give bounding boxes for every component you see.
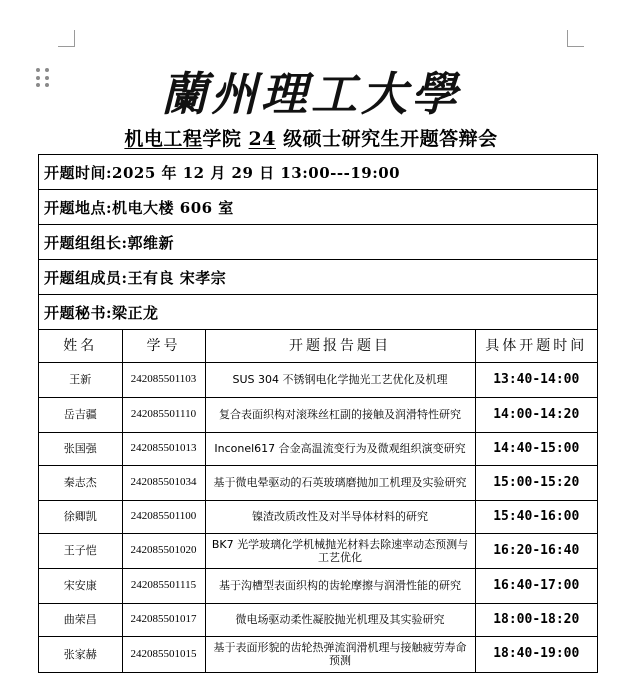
student-name: 王新 [39,363,122,398]
report-topic: 微电场驱动柔性凝胶抛光机理及其实验研究 [205,604,475,637]
student-name: 王子恺 [39,534,122,569]
table-row [39,569,597,604]
defense-time: 15:40-16:00 [475,501,597,534]
report-topic: 复合表面织构对滚珠丝杠副的接触及润滑特性研究 [205,398,475,433]
page-corner-mark-top-left [58,30,75,47]
report-topic: Inconel617 合金高温流变行为及微观组织演变研究 [205,433,475,466]
report-topic: SUS 304 不锈钢电化学抛光工艺优化及机理 [205,363,475,398]
student-id: 242085501100 [122,501,205,534]
defense-time: 16:40-17:00 [475,569,597,604]
student-name: 曲荣昌 [39,604,122,637]
table-row [39,466,597,501]
schedule-table [38,154,598,673]
title-part-3: 24 [248,128,276,150]
title-part-1: 机电工程 [124,128,203,150]
table-row [39,363,597,398]
defense-time: 15:00-15:20 [475,466,597,501]
student-name: 徐卿凯 [39,501,122,534]
table-row [39,637,597,672]
info-row-members: 开题组成员:王有良 宋孝宗 [39,260,597,295]
student-id: 242085501110 [122,398,205,433]
student-id: 242085501015 [122,637,205,672]
table-row [39,433,597,466]
table-row [39,534,597,569]
student-name: 秦志杰 [39,466,122,501]
column-header-name: 姓名 [39,330,122,363]
defense-time: 13:40-14:00 [475,363,597,398]
defense-time: 14:00-14:20 [475,398,597,433]
table-row [39,604,597,637]
column-header-time: 具体开题时间 [475,330,597,363]
info-row-place: 开题地点:机电大楼 606 室 [39,190,597,225]
column-header-topic: 开题报告题目 [205,330,475,363]
page-corner-mark-top-right [567,30,584,47]
report-topic: 基于表面形貌的齿轮热弹流润滑机理与接触疲劳寿命预测 [205,637,475,672]
student-id: 242085501013 [122,433,205,466]
report-topic: 基于沟槽型表面织构的齿轮摩擦与润滑性能的研究 [205,569,475,604]
student-name: 岳吉疆 [39,398,122,433]
defense-time: 18:40-19:00 [475,637,597,672]
student-name: 张家赫 [39,637,122,672]
defense-time: 14:40-15:00 [475,433,597,466]
document-title [0,124,622,151]
report-topic: BK7 光学玻璃化学机械抛光材料去除速率动态预测与工艺优化 [205,534,475,569]
student-id: 242085501020 [122,534,205,569]
report-topic: 基于微电晕驱动的石英玻璃磨抛加工机理及实验研究 [205,466,475,501]
student-id: 242085501115 [122,569,205,604]
university-logo: 蘭州理工大學 [161,67,461,121]
report-topic: 镍渣改质改性及对半导体材料的研究 [205,501,475,534]
info-row-leader: 开题组组长:郭维新 [39,225,597,260]
title-part-2: 学院 [202,128,249,150]
student-id: 242085501034 [122,466,205,501]
info-row-time: 开题时间:2025 年 12 月 29 日 13:00---19:00 [39,155,597,190]
student-id: 242085501017 [122,604,205,637]
defense-schedule [39,330,597,672]
info-row-secretary: 开题秘书:梁正龙 [39,295,597,330]
student-name: 张国强 [39,433,122,466]
table-row [39,398,597,433]
column-header-student-id: 学号 [122,330,205,363]
table-row [39,501,597,534]
student-name: 宋安康 [39,569,122,604]
defense-time: 16:20-16:40 [475,534,597,569]
title-part-4: 级硕士研究生开题答辩会 [275,128,498,150]
student-id: 242085501103 [122,363,205,398]
defense-time: 18:00-18:20 [475,604,597,637]
table-header-row [39,330,597,363]
